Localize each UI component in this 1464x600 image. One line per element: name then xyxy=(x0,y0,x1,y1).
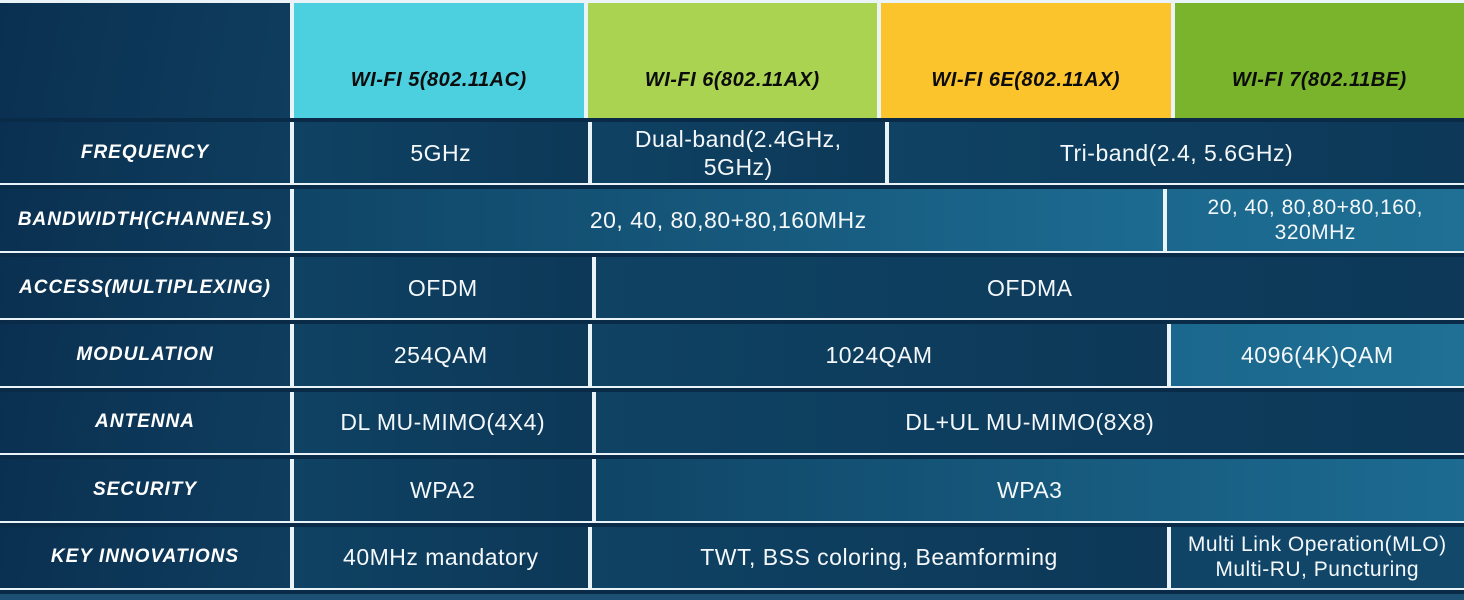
row-key-innovations xyxy=(0,527,1464,590)
row-label-frequency: FREQUENCY xyxy=(0,122,290,183)
row-label-modulation: MODULATION xyxy=(0,324,290,385)
bottom-border xyxy=(0,594,1464,600)
cell-modulation-wifi5: 254QAM xyxy=(294,324,588,385)
cell-antenna-wifi5: DL MU-MIMO(4X4) xyxy=(294,392,592,453)
column-header-wifi6e xyxy=(881,3,1171,118)
cell-frequency-wifi5: 5GHz xyxy=(294,122,588,183)
row-access xyxy=(0,257,1464,320)
row-label-antenna: ANTENNA xyxy=(0,392,290,453)
column-header-wifi6 xyxy=(588,3,878,118)
cell-modulation-wifi7: 4096(4K)QAM xyxy=(1171,324,1464,385)
row-modulation xyxy=(0,324,1464,387)
column-header-label: WI-FI 6(802.11AX) xyxy=(644,69,820,91)
column-header-wifi5 xyxy=(294,3,584,118)
cell-frequency-wifi6e-7: Tri-band(2.4, 5.6GHz) xyxy=(889,122,1464,183)
cell-key-innovations-wifi5: 40MHz mandatory xyxy=(294,527,588,588)
row-antenna xyxy=(0,392,1464,455)
cell-modulation-wifi6-6e: 1024QAM xyxy=(592,324,1167,385)
table-header-row xyxy=(0,3,1464,118)
corner-cell xyxy=(0,3,290,118)
row-label-key-innovations: KEY INNOVATIONS xyxy=(0,527,290,588)
column-header-label: WI-FI 5(802.11AC) xyxy=(350,69,527,91)
cell-key-innovations-wifi7: Multi Link Operation(MLO) Multi-RU, Puncturing xyxy=(1171,527,1464,588)
cell-access-wifi5: OFDM xyxy=(294,257,592,318)
row-label-access: ACCESS(MULTIPLEXING) xyxy=(0,257,290,318)
cell-key-innovations-wifi6-6e: TWT, BSS coloring, Beamforming xyxy=(592,527,1167,588)
column-header-label: WI-FI 7(802.11BE) xyxy=(1231,69,1407,91)
row-frequency xyxy=(0,122,1464,185)
column-header-label: WI-FI 6E(802.11AX) xyxy=(931,69,1121,91)
cell-security-wifi5: WPA2 xyxy=(294,459,592,520)
column-header-wifi7 xyxy=(1175,3,1464,118)
row-bandwidth xyxy=(0,189,1464,252)
cell-bandwidth-wifi5-6-6e: 20, 40, 80,80+80,160MHz xyxy=(294,189,1163,250)
cell-security-wifi6-6e-7: WPA3 xyxy=(596,459,1464,520)
cell-frequency-wifi6: Dual-band(2.4GHz, 5GHz) xyxy=(592,122,886,183)
cell-bandwidth-wifi7: 20, 40, 80,80+80,160, 320MHz xyxy=(1167,189,1464,250)
row-label-bandwidth: BANDWIDTH(CHANNELS) xyxy=(0,189,290,250)
cell-access-wifi6-6e-7: OFDMA xyxy=(596,257,1464,318)
row-label-security: SECURITY xyxy=(0,459,290,520)
row-security xyxy=(0,459,1464,522)
cell-antenna-wifi6-6e-7: DL+UL MU-MIMO(8X8) xyxy=(596,392,1464,453)
